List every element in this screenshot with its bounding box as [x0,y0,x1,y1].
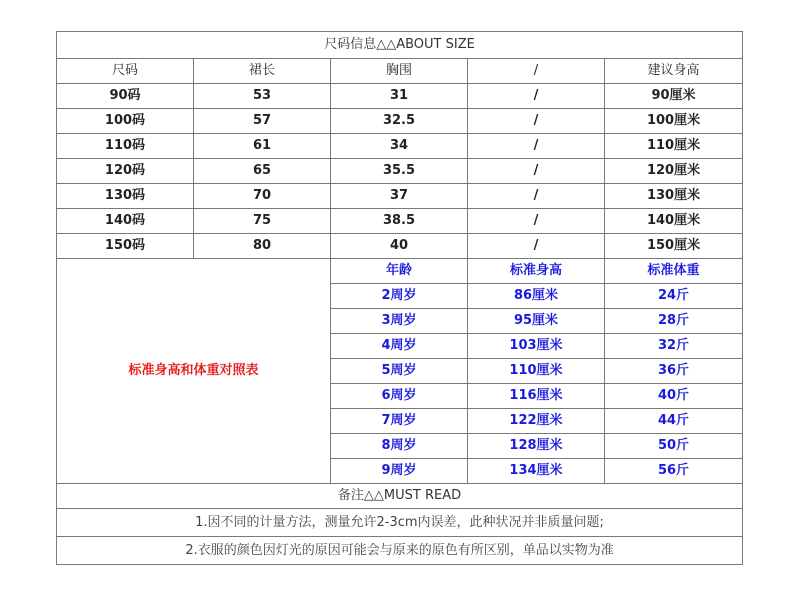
slash-cell: / [468,184,605,209]
standard-header-weight: 标准体重 [605,259,743,284]
notes-title-row [57,484,743,509]
size-info-table-body [57,32,743,565]
header-row [57,59,743,84]
slash-cell: / [468,84,605,109]
size-row [57,84,743,109]
age-cell: 8周岁 [331,434,468,459]
note-line: 1.因不同的计量方法，测量允许2-3cm内误差，此种状况并非质量问题; [57,509,743,537]
standard-header-age: 年龄 [331,259,468,284]
size-cell: 130码 [57,184,194,209]
header-size: 尺码 [57,59,194,84]
chest-cell: 37 [331,184,468,209]
chest-cell: 34 [331,134,468,159]
suggested-height-cell: 150厘米 [605,234,743,259]
length-cell: 75 [194,209,331,234]
standard-height-cell: 110厘米 [468,359,605,384]
age-cell: 6周岁 [331,384,468,409]
suggested-height-cell: 130厘米 [605,184,743,209]
standard-height-cell: 134厘米 [468,459,605,484]
header-chest: 胸围 [331,59,468,84]
notes-title: 备注△△MUST READ [57,484,743,509]
standard-header-height: 标准身高 [468,259,605,284]
standard-height-cell: 95厘米 [468,309,605,334]
length-cell: 80 [194,234,331,259]
size-cell: 120码 [57,159,194,184]
size-cell: 110码 [57,134,194,159]
length-cell: 61 [194,134,331,159]
suggested-height-cell: 90厘米 [605,84,743,109]
standard-chart-label: 标准身高和体重对照表 [57,259,331,484]
note-line: 2.衣服的颜色因灯光的原因可能会与原来的原色有所区别，单品以实物为准 [57,537,743,565]
standard-height-cell: 128厘米 [468,434,605,459]
standard-weight-cell: 44斤 [605,409,743,434]
standard-height-cell: 103厘米 [468,334,605,359]
slash-cell: / [468,134,605,159]
standard-header-row [57,259,743,284]
note-row [57,537,743,565]
slash-cell: / [468,209,605,234]
age-cell: 2周岁 [331,284,468,309]
suggested-height-cell: 110厘米 [605,134,743,159]
size-cell: 140码 [57,209,194,234]
standard-weight-cell: 40斤 [605,384,743,409]
standard-weight-cell: 32斤 [605,334,743,359]
size-cell: 100码 [57,109,194,134]
standard-weight-cell: 56斤 [605,459,743,484]
age-cell: 7周岁 [331,409,468,434]
standard-height-cell: 116厘米 [468,384,605,409]
chest-cell: 40 [331,234,468,259]
suggested-height-cell: 120厘米 [605,159,743,184]
chest-cell: 32.5 [331,109,468,134]
header-slash: / [468,59,605,84]
slash-cell: / [468,234,605,259]
standard-height-cell: 86厘米 [468,284,605,309]
size-row [57,159,743,184]
note-row [57,509,743,537]
age-cell: 3周岁 [331,309,468,334]
age-cell: 4周岁 [331,334,468,359]
chest-cell: 31 [331,84,468,109]
standard-weight-cell: 36斤 [605,359,743,384]
table-title: 尺码信息△△ABOUT SIZE [57,32,743,59]
header-suggested-height: 建议身高 [605,59,743,84]
size-row [57,234,743,259]
length-cell: 65 [194,159,331,184]
standard-weight-cell: 28斤 [605,309,743,334]
slash-cell: / [468,159,605,184]
size-info-table [56,31,743,565]
size-row [57,134,743,159]
age-cell: 5周岁 [331,359,468,384]
chest-cell: 35.5 [331,159,468,184]
slash-cell: / [468,109,605,134]
standard-weight-cell: 24斤 [605,284,743,309]
standard-height-cell: 122厘米 [468,409,605,434]
length-cell: 57 [194,109,331,134]
length-cell: 53 [194,84,331,109]
chest-cell: 38.5 [331,209,468,234]
suggested-height-cell: 100厘米 [605,109,743,134]
standard-weight-cell: 50斤 [605,434,743,459]
age-cell: 9周岁 [331,459,468,484]
header-length: 裙长 [194,59,331,84]
size-row [57,184,743,209]
size-row [57,109,743,134]
size-cell: 150码 [57,234,194,259]
suggested-height-cell: 140厘米 [605,209,743,234]
title-row [57,32,743,59]
size-row [57,209,743,234]
size-cell: 90码 [57,84,194,109]
length-cell: 70 [194,184,331,209]
